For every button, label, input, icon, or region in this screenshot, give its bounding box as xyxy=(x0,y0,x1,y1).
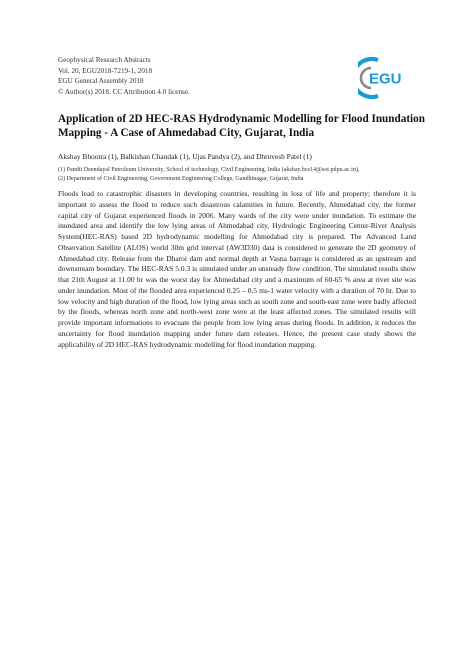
abstract xyxy=(58,189,416,350)
author-list: Akshay Bhootra (1), Balkishan Chandak (1), Ujas Pandya (2), and Dhruvesh Patel (1) xyxy=(58,152,312,161)
journal-name: Geophysical Research Abstracts xyxy=(58,56,151,64)
paper-title: Application of 2D HEC-RAS Hydrodynamic Modelling for Flood Inundation Mapping - A Case of Ahmedabad City, Gujarat, India xyxy=(58,113,425,139)
conference-name: EGU General Assembly 2018 xyxy=(58,77,144,86)
volume-info: Vol. 20, EGU2018-7219-1, 2018 xyxy=(58,66,153,75)
publication-header xyxy=(58,55,318,97)
affiliations xyxy=(58,166,428,184)
license-info: © Author(s) 2018. CC Attribution 4.0 license. xyxy=(58,87,190,96)
abstract-text: Floods lead to catastrophic disasters in developing countries, resulting in loss of life and property; therefore it is important to assess the flood to reduce such disastrous calamities in future. Recently, Ahmedabad city, the former capital city of Gujarat experienced floods in 2006. Many wards of the city were under inundation. To estimate the inundated area and identify the low lying areas of Ahmedabad city, Hydrologic Engineering Center-River Analysis System(HEC-RAS) based 2D hydrodynamic modelling for Ahmedabad city is prepared. The Advanced Land Observation Satellite (ALOS) world 30m grid interval (AW3D30) data is considered to generate the 2D geometry of Ahmedabad city. Release from the Dharoi dam and normal depth at Vasna barrage is considered as an upstream and downstream boundary. The HEC-RAS 5.0.3 is simulated under an unsteady flow condition. The simulated results show that 21th August at 11.00 hr was the worst day for Ahmedabad city and a maximum of 60-65 % area at river site was under inundation. Most of the flooded area experienced 0.25 – 0.5 ms-1 water velocity with a duration of 70 hr. Due to low velocity and high duration of the flood, low lying areas such as south zone and south-east zone were badly affected by the floods, whereas north zone and north-west zone were at the least affected zones. The simulated results will provide important informations to evacuate the people from low lying areas during floods. In addition, it reduces the uncertainty for flood inundation mapping under future dam releases. Hence, the present case study shows the applicability of 2D HEC-RAS hydrodynamic modelling for flood inundation mapping. xyxy=(58,189,416,349)
affiliation-2: (2) Department of Civil Engineering, Government Engineering College, Gandhinagar, Gujarat, India xyxy=(58,176,304,182)
egu-logo-text: EGU xyxy=(369,70,402,88)
affiliation-1: (1) Pandit Deendayal Petroleum University, School of technology, Civil Engineering, India (akshay.bce14@sot.pdpu.ac.in), xyxy=(58,167,360,173)
egu-logo xyxy=(358,56,420,100)
